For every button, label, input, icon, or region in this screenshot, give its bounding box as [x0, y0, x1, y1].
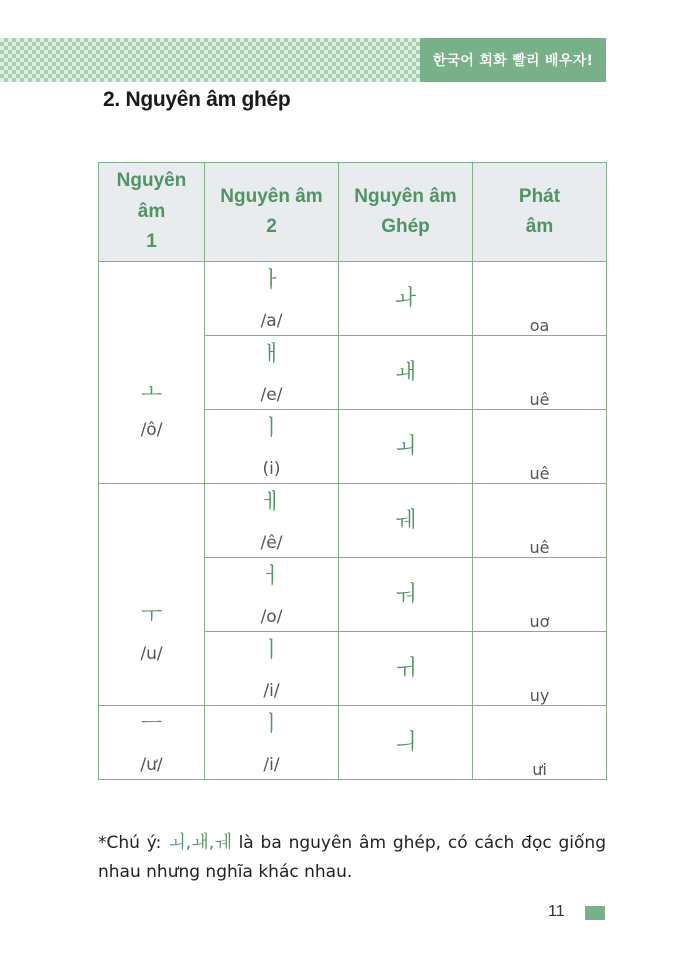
vowel-2-roman: (i)	[262, 459, 281, 479]
compound-jamo: ㅟ	[394, 655, 417, 681]
vowel-2-cell	[205, 558, 339, 632]
vowel-1-cell	[99, 484, 205, 706]
vowel-2-jamo: ㅣ	[260, 638, 283, 663]
compound-jamo: ㅙ	[394, 359, 417, 385]
compound-cell	[339, 410, 473, 484]
compound-cell	[339, 484, 473, 558]
vowel-2-roman: /i/	[263, 681, 280, 701]
vowel-2-cell	[205, 632, 339, 706]
vowel-1-roman: /ô/	[140, 420, 163, 440]
vowel-2-roman: /a/	[260, 311, 283, 331]
vowel-1-jamo: ㅗ	[140, 380, 163, 405]
header-compound-vowel: Nguyên âm Ghép	[339, 163, 473, 262]
vowel-2-roman: /e/	[260, 385, 283, 405]
pronunciation-cell: uơ	[473, 558, 607, 632]
compound-cell	[339, 706, 473, 780]
note-paragraph	[98, 828, 606, 887]
vowel-2-jamo: ㅔ	[260, 490, 283, 515]
compound-vowel-table	[98, 162, 607, 780]
vowel-2-jamo: ㅐ	[260, 342, 283, 367]
vowel-2-jamo: ㅏ	[260, 268, 283, 293]
vowel-2-jamo: ㅣ	[260, 712, 283, 737]
vowel-2-cell	[205, 336, 339, 410]
vowel-2-cell	[205, 706, 339, 780]
compound-jamo: ㅚ	[394, 433, 417, 459]
vowel-2-roman: /o/	[260, 607, 283, 627]
header-vowel-1: Nguyên âm 1	[99, 163, 205, 262]
table-row	[99, 262, 607, 336]
page-marker	[585, 906, 605, 920]
note-jamo: ㅚ,ㅙ,ㅞ	[168, 832, 232, 853]
vowel-1-jamo: ㅡ	[140, 712, 163, 737]
table-header-row	[99, 163, 607, 262]
pronunciation-cell: oa	[473, 262, 607, 336]
pronunciation-cell: ưi	[473, 706, 607, 780]
header-vowel-2: Nguyên âm 2	[205, 163, 339, 262]
note-prefix: *Chú ý:	[98, 833, 162, 853]
vowel-2-cell	[205, 262, 339, 336]
vowel-2-jamo: ㅣ	[260, 416, 283, 441]
vowel-2-roman: /ê/	[260, 533, 283, 553]
vowel-1-roman: /u/	[140, 644, 163, 664]
compound-jamo: ㅘ	[394, 285, 417, 311]
table-row	[99, 484, 607, 558]
compound-cell	[339, 558, 473, 632]
vowel-2-roman: /i/	[263, 755, 280, 775]
compound-cell	[339, 262, 473, 336]
vowel-1-roman: /ư/	[140, 755, 163, 775]
vowel-1-jamo: ㅜ	[140, 604, 163, 629]
vowel-2-jamo: ㅓ	[260, 564, 283, 589]
section-title: 2. Nguyên âm ghép	[103, 88, 291, 111]
pronunciation-cell: uy	[473, 632, 607, 706]
vowel-2-cell	[205, 410, 339, 484]
pronunciation-cell: uê	[473, 410, 607, 484]
vowel-2-cell	[205, 484, 339, 558]
compound-cell	[339, 632, 473, 706]
compound-jamo: ㅝ	[394, 581, 417, 607]
book-title-tag: 한국어 회화 빨리 배우자!	[420, 38, 606, 82]
page-number: 11	[548, 903, 565, 920]
compound-cell	[339, 336, 473, 410]
compound-jamo: ㅢ	[394, 729, 417, 755]
pronunciation-cell: uê	[473, 336, 607, 410]
vowel-1-cell	[99, 262, 205, 484]
pronunciation-cell: uê	[473, 484, 607, 558]
table-row	[99, 706, 607, 780]
note-text: là ba nguyên âm ghép, có cách đọc giống nhau nhưng nghĩa khác nhau.	[98, 833, 606, 882]
vowel-1-cell	[99, 706, 205, 780]
compound-jamo: ㅞ	[394, 507, 417, 533]
header-pronunciation: Phát âm	[473, 163, 607, 262]
